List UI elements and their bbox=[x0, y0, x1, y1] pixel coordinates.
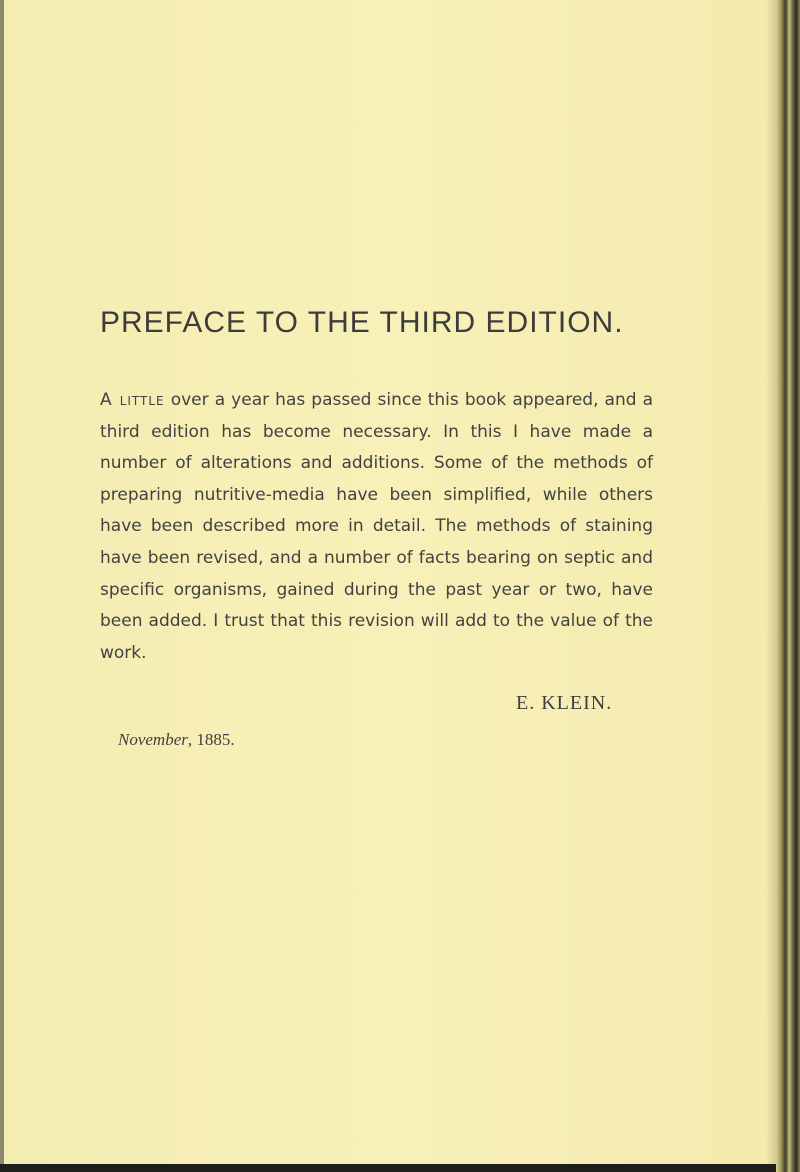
date-year: , 1885. bbox=[187, 730, 235, 749]
preface-date bbox=[118, 730, 235, 750]
page-left-edge bbox=[0, 0, 4, 1172]
opening-word: A little bbox=[100, 390, 165, 410]
page-bottom-edge bbox=[0, 1164, 776, 1172]
preface-title: PREFACE TO THE THIRD EDITION. bbox=[100, 306, 624, 339]
book-binding bbox=[776, 0, 800, 1172]
preface-body-text: over a year has passed since this book appeared, and a third edition has become necessary. In this I have made a number of alterations and additions. Some of the methods of preparing nutritive-media have been simplified, while others have been described more in detail. The methods of staining have been revised, and a number of facts bearing on septic and specific organisms, gained during the past year or two, have been added. I trust that this revision will add to the value of the work. bbox=[100, 390, 653, 663]
preface-body bbox=[100, 385, 653, 669]
gutter-shadow bbox=[766, 0, 776, 1172]
author-signature: E. KLEIN. bbox=[516, 692, 613, 714]
date-month: November bbox=[118, 730, 188, 749]
